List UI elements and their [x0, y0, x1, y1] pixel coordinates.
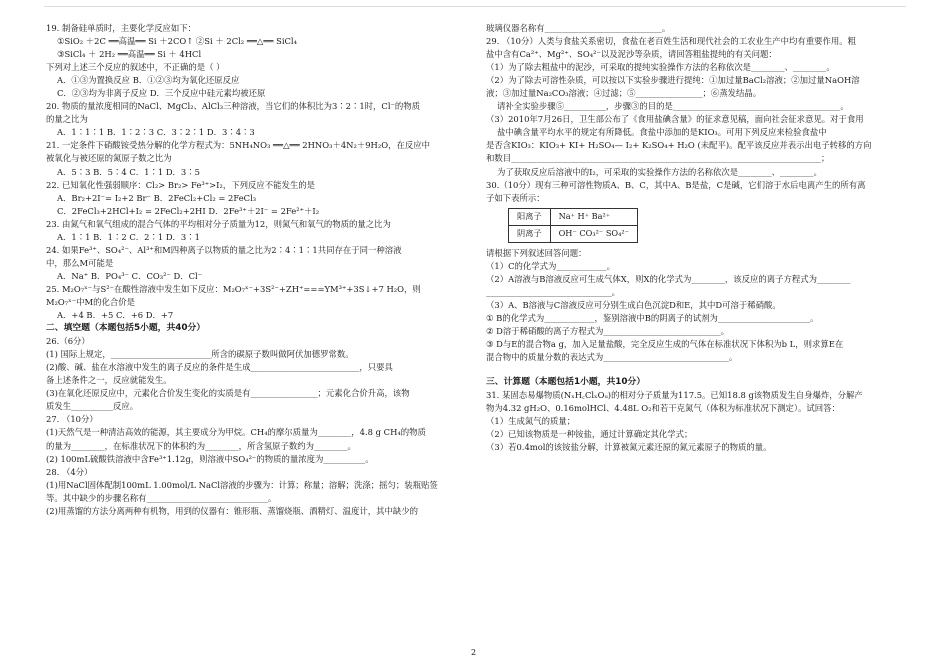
- text-line: 玻璃仪器名称有____________________________。: [486, 23, 671, 33]
- text-line: 29. （10分）人类与食盐关系密切，食盐在老百姓生活和现代社会的工农业生产中均有重要作用。粗: [486, 36, 857, 47]
- text-line: 28. （4分）: [46, 466, 93, 477]
- ion-table-row: [509, 208, 638, 225]
- text-line: ② D溶于稀硝酸的离子方程式为____________________________。: [486, 325, 730, 336]
- ion-table: [508, 208, 638, 243]
- text-line: 21. 一定条件下硝酸铵受热分解的化学方程式为：5NH₄NO₃ ══△══ 2HNO₃＋4N₂＋9H₂O，在反应中: [46, 140, 430, 151]
- text-line: C．2FeCl₃+2HCl+I₂ = 2FeCl₂+2HI D．2Fe³⁺＋2I⁻ = 2Fe²⁺＋I₂: [57, 205, 320, 216]
- text-line: ①SiO₂ ＋2C ══高温══ Si ＋2CO↑ ②Si ＋ 2Cl₂ ══△══ SiCl₄: [57, 36, 297, 47]
- text-line: ______________________________。: [486, 286, 620, 297]
- text-line: A．1∶1 B．1∶2 C．2∶1 D．3∶1: [57, 231, 200, 242]
- text-line: 31. 某固态易爆物质(NₓH꜀ClₓOᵤ)的相对分子质量为117.5。已知18.8 g该物质发生自身爆炸，分解产: [486, 390, 863, 401]
- text-line: 等。其中缺少的步骤名称有_____________________________。: [46, 492, 277, 503]
- text-line: 24. 如果Fe³⁺、SO₄²⁻、Al³⁺和M四种离子以物质的量之比为2∶4∶1∶1共同存在于同一种溶液: [46, 244, 402, 255]
- text-line: A．Na⁺ B．PO₄³⁻ C．CO₃²⁻ D．Cl⁻: [57, 270, 203, 281]
- text-line: 22. 已知氧化性强弱顺序：Cl₂> Br₂> Fe³⁺>I₂，下列反应不能发生的是: [46, 179, 315, 190]
- text-line: 25. M₂O₇ˣ⁻与S²⁻在酸性溶液中发生如下反应：M₂O₇ˣ⁻+3S²⁻+ZH⁺===YM³⁺+3S↓+7 H₂O，则: [46, 283, 421, 294]
- text-line: A．5∶3 B．5∶4 C．1∶1 D．3∶5: [57, 166, 200, 177]
- ion-table-label: 阴离子: [509, 225, 551, 242]
- text-line: （3）2010年7月26日，卫生部公布了《食用盐碘含量》的征求意见稿，面向社会征求意见。对于食用: [486, 114, 864, 125]
- page-top-rule: [44, 6, 906, 7]
- text-line: A．1∶1∶1 B．1∶2∶3 C．3∶2∶1 D．3∶4∶3: [57, 127, 255, 138]
- text-line: 30.（10分）现有三种可溶性物质A、B、C，其中A、B是盐，C是碱，它们溶于水后电离产生的所有离: [486, 179, 866, 190]
- text-line: A．①③为置换反应 B．①②③均为氧化还原反应: [57, 75, 240, 86]
- text-line: (2)酸、碱、盐在水溶液中发生的离子反应的条件是生成__________________________，只要具: [46, 362, 393, 373]
- text-line: 被氧化与被还原的氮原子数之比为: [46, 153, 172, 164]
- text-line: 26.（6分）: [46, 336, 90, 347]
- text-line: 中，那么M可能是: [46, 257, 114, 268]
- section-heading: 三、计算题（本题包括1小题，共10分）: [486, 377, 646, 388]
- ion-table-row: [509, 225, 638, 242]
- text-line: （1）为了除去粗盐中的泥沙，可采取的提纯实验操作方法的名称依次是________、________。: [486, 62, 835, 73]
- text-line: （3）若0.4mol的该铵盐分解，计算被氮元素还原的氮元素原子的物质的量。: [486, 442, 772, 453]
- text-line: ③SiCl₄ ＋ 2H₂ ══高温══ Si ＋ 4HCl: [57, 49, 202, 60]
- text-line: （3）A、B溶液与C溶液反应可分别生成白色沉淀D和E，其中D可溶于稀硝酸。: [486, 299, 781, 310]
- text-line: （1）生成氮气的质量；: [486, 416, 576, 427]
- text-line: 物为4.32 gH₂O、0.16molHCl、4.48L O₂和若干克氮气（体积为标准状况下测定）。试回答：: [486, 403, 840, 414]
- text-line: 混合物中的质量分数的表达式为______________________________。: [486, 352, 738, 363]
- text-line: 质发生__________反应。: [46, 401, 139, 412]
- text-line: A．+4 B．+5 C．+6 D．+7: [57, 310, 174, 321]
- text-line: （1）C的化学式为____________。: [486, 260, 615, 271]
- right-column-part-b: [486, 247, 900, 364]
- text-line: 的量之比为: [46, 114, 88, 125]
- text-line: ① B的化学式为____________，鉴别溶液中B的阴离子的试剂为______________________。: [486, 312, 819, 323]
- section-heading: 二、填空题（本题包括5小题，共40分）: [46, 323, 206, 334]
- text-line: 20. 物质的量浓度相同的NaCl、MgCl₂、AlCl₃三种溶液，当它们的体积比为3∶2∶1时，Cl⁻的物质: [46, 101, 421, 112]
- text-line: 为了获取反应后溶液中的I₂，可采取的实验操作方法的名称依次是________、________。: [497, 166, 822, 177]
- text-line: (1) 国际上规定，________________________所含的碳原子数叫做阿伏加德罗常数。: [46, 349, 354, 360]
- text-line: (3)在氧化还原反应中，元素化合价发生变化的实质是有________________；元素化合价升高，该物: [46, 388, 410, 399]
- text-line: 备上述条件之一，反应就能发生。: [46, 375, 172, 386]
- text-line: 请补全实验步骤⑤__________，步骤③的目的是________________________________________。: [497, 101, 849, 112]
- text-line: 请根据下列叙述回答问题：: [486, 247, 587, 258]
- text-line: 盐中碘含量平均水平的规定有所降低。食盐中添加的是KIO₃。可用下列反应来检验食盐中: [497, 127, 827, 138]
- left-column: [46, 22, 456, 518]
- text-line: 23. 由氮气和氧气组成的混合气体的平均相对分子质量为12，则氮气和氧气的物质的量之比为: [46, 218, 391, 229]
- right-column-part-a: [486, 22, 900, 205]
- text-line: C．②③均为非离子反应 D．三个反应中硅元素均被还原: [57, 88, 266, 99]
- text-line: 盐中含有Ca²⁺、Mg²⁺、SO₄²⁻以及泥沙等杂质，请回答粗盐提纯的有关问题：: [486, 49, 777, 60]
- text-line: 下列对上述三个反应的叙述中，不正确的是（ ）: [46, 62, 225, 73]
- text-line: 子如下表所示：: [486, 192, 545, 203]
- text-line: 和数目__________________________________________________________________________；: [486, 153, 830, 164]
- ion-table-label: 阳离子: [509, 208, 551, 225]
- text-line: （2）已知该物质是一种铵盐，通过计算确定其化学式；: [486, 429, 693, 440]
- ion-table-ions: OH⁻ CO₃²⁻ SO₄²⁻: [550, 225, 637, 242]
- text-line: 是否含KIO₃：KIO₃+ KI+ H₂SO₄— I₂+ K₂SO₄+ H₂O (未配平)。配平该反应并表示出电子转移的方向: [486, 140, 872, 151]
- text-line: (1)天然气是一种清洁高效的能源，其主要成分为甲烷。CH₄的摩尔质量为________，4.8 g CH₄的物质: [46, 427, 426, 438]
- text-line: 液；③加过量Na₂CO₃溶液；④过滤；⑤________________；⑥蒸发结晶。: [486, 88, 762, 99]
- text-line: （2）A溶液与B溶液反应可生成气体X，则X的化学式为________，该反应的离子方程式为________: [486, 273, 851, 284]
- text-line: M₂O₇ˣ⁻中M的化合价是: [46, 296, 135, 307]
- ion-table-ions: Na⁺ H⁺ Ba²⁺: [550, 208, 637, 225]
- text-line: (2)用蒸馏的方法分离两种有机物，用到的仪器有：锥形瓶、蒸馏烧瓶、酒精灯、温度计，其中缺少的: [46, 505, 418, 516]
- text-line: 19. 制备硅单质时，主要化学反应如下：: [46, 23, 196, 33]
- text-line: A．Br₂+2I⁻= I₂+2 Br⁻ B．2FeCl₂+Cl₂ = 2FeCl₃: [57, 192, 257, 203]
- text-line: (2) 100mL硫酸铁溶液中含Fe³⁺1.12g，则溶液中SO₄²⁻的物质的量浓度为__________。: [46, 453, 374, 464]
- text-line: (1)用NaCl固体配制100mL 1.00mol/L NaCl溶液的步骤为：计算；称量；溶解；洗涤；摇匀；装瓶贴签: [46, 479, 438, 490]
- text-line: ③ D与E的混合物a g，加入足量盐酸，完全反应生成的气体在标准状况下体积为b L，则求算E在: [486, 338, 844, 349]
- text-line: 的量为________，在标准状况下的体积约为________，所含氢原子数约为________。: [46, 440, 356, 451]
- text-line: （2）为了除去可溶性杂质，可以按以下实验步骤进行提纯：①加过量BaCl₂溶液；②加过量NaOH溶: [486, 75, 860, 86]
- text-line: 27. （10分）: [46, 414, 98, 425]
- page-number: 2: [471, 648, 477, 657]
- right-column: [486, 22, 900, 454]
- right-column-part-c: [486, 376, 900, 454]
